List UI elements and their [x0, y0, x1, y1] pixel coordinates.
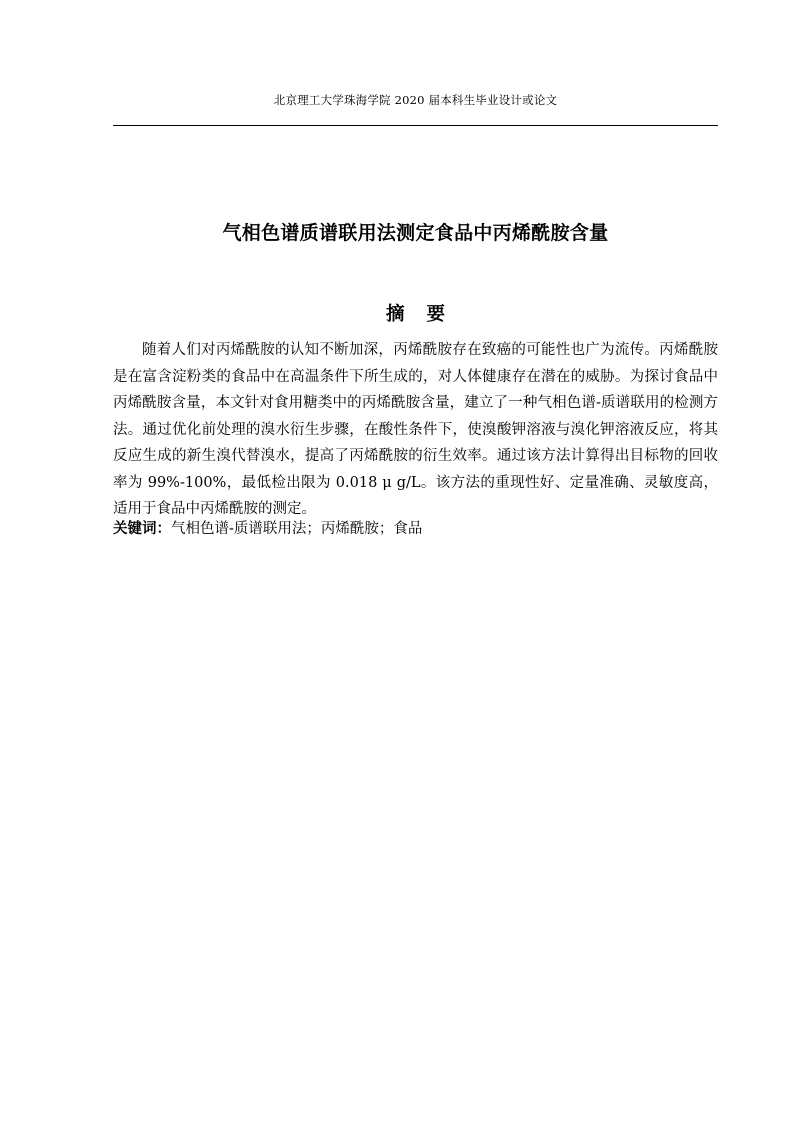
keywords-label: 关键词：	[113, 521, 171, 537]
keywords-value: 气相色谱-质谱联用法；丙烯酰胺；食品	[171, 521, 423, 537]
abstract-heading-char-2: 要	[426, 304, 446, 325]
keywords-line	[113, 516, 718, 542]
abstract-body: 随着人们对丙烯酰胺的认知不断加深，丙烯酰胺存在致癌的可能性也广为流传。丙烯酰胺是在富含淀粉类的食品中在高温条件下所生成的，对人体健康存在潜在的威胁。为探讨食品中丙烯酰胺含量，本文针对食用糖类中的丙烯酰胺含量，建立了一种气相色谱-质谱联用的检测方法。通过优化前处理的溴水衍生步骤，在酸性条件下，使溴酸钾溶液与溴化钾溶液反应，将其反应生成的新生溴代替溴水，提高了丙烯酰胺的衍生效率。通过该方法计算得出目标物的回收率为 99%-100%，最低检出限为 0.018 μ g/L。该方法的重现性好、定量准确、灵敏度高，适用于食品中丙烯酰胺的测定。	[113, 342, 718, 517]
paper-title: 气相色谱质谱联用法测定食品中丙烯酰胺含量	[222, 222, 609, 244]
page-header: 北京理工大学珠海学院 2020 届本科生毕业设计或论文	[273, 93, 558, 107]
abstract-heading	[113, 300, 718, 326]
abstract-heading-char-1: 摘	[385, 304, 405, 325]
header-rule	[113, 125, 718, 126]
